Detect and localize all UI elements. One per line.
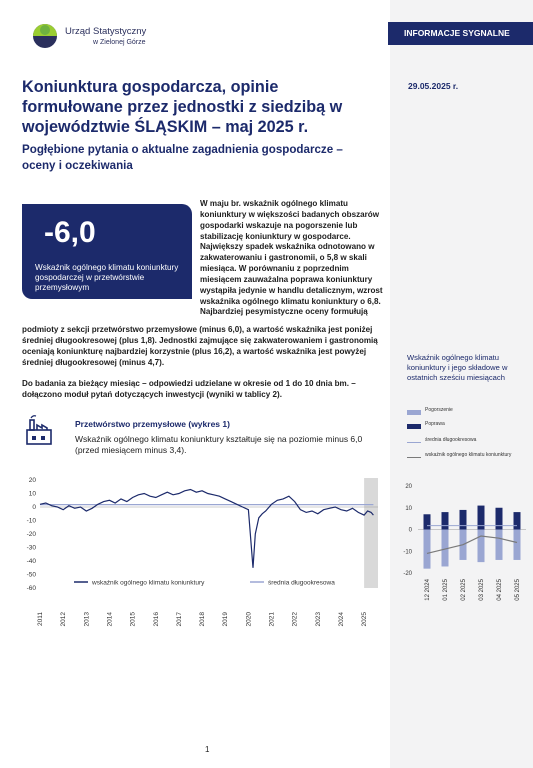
x-tick-label: 2017 (175, 612, 183, 627)
series-line-indicator (427, 536, 517, 553)
y-tick-label: -50 (26, 571, 36, 579)
logo (31, 19, 161, 55)
legend-swatch-average (407, 442, 421, 443)
bar-poprawa (442, 512, 449, 529)
y-tick-label: -40 (26, 558, 36, 565)
y-tick-label: -30 (26, 544, 36, 552)
y-tick-label: 0 (408, 527, 412, 534)
x-tick-label: 12 2024 (425, 579, 431, 601)
x-tick-label: 2023 (314, 612, 322, 627)
x-tick-label: 2013 (83, 612, 91, 627)
factory-icon (24, 412, 54, 446)
publication-date: 29.05.2025 r. (408, 81, 459, 91)
x-tick-label: 2014 (106, 612, 114, 627)
legend-label-average: średnia długookresowa (425, 437, 477, 443)
publication-type-badge: INFORMACJE SYGNALNE (388, 22, 533, 45)
legend-label-indicator: wskaźnik ogólnego klimatu koniunktury (92, 579, 205, 587)
kpi-label: Wskaźnik ogólnego klimatu koniunktury gospodarczej w przetwórstwie przemysłowym (35, 263, 179, 292)
main-line-chart (16, 470, 388, 627)
side-chart-title: Wskaźnik ogólnego klimatu koniunktury i jego składowe w ostatnich sześciu miesiącach (407, 353, 508, 382)
bar-pogorszenie (496, 530, 503, 560)
x-tick-label: 2016 (152, 612, 160, 627)
side-column (390, 0, 533, 768)
logo-title: Urząd Statystyczny (65, 26, 147, 37)
y-tick-label: -20 (403, 571, 412, 577)
kpi-box (22, 204, 192, 299)
x-tick-label: 2020 (245, 612, 253, 627)
survey-note-paragraph: Do badania za bieżący miesiąc – odpowiedzi udzielane w okresie od 1 do 10 dnia bm. – dołączono moduł pytań dotyczących inwestycji (wyniki w tablicy 2). (22, 379, 356, 399)
y-tick-label: -10 (26, 517, 36, 525)
legend-label-indicator: wskaźnik ogólnego klimatu koniunktury (425, 452, 512, 458)
x-tick-label: 01 2025 (443, 579, 449, 601)
legend-swatch-poprawa (407, 424, 421, 429)
y-tick-label: 10 (28, 490, 36, 498)
legend-swatch-pogorszenie (407, 410, 421, 415)
legend-label-poprawa: Poprawa (425, 421, 445, 427)
section-title: Przetwórstwo przemysłowe (wykres 1) (75, 419, 230, 429)
page-number: 1 (205, 745, 210, 754)
page-title: Koniunktura gospodarcza, opinie formułowane przez jednostki z siedzibą w województwie ŚLĄSKIM – maj 2025 r. (22, 78, 343, 136)
legend-label-average: średnia długookresowa (268, 579, 335, 587)
y-tick-label: 20 (28, 477, 36, 484)
y-tick-label: -10 (403, 549, 412, 556)
x-tick-label: 2012 (60, 612, 68, 627)
latest-period-highlight (364, 478, 378, 588)
y-tick-label: 20 (405, 484, 412, 490)
page-subtitle: Pogłębione pytania o aktualne zagadnienia gospodarcze – oceny i oczekiwania (22, 143, 343, 172)
kpi-value: -6,0 (44, 216, 96, 249)
side-bar-chart (396, 478, 530, 618)
x-tick-label: 2024 (337, 612, 345, 627)
legend-swatch-indicator (407, 457, 421, 458)
x-tick-label: 2015 (129, 612, 137, 627)
x-tick-label: 2025 (361, 612, 369, 627)
logo-subtitle: w Zielonej Górze (93, 39, 146, 46)
intro-paragraph-part2: podmioty z sekcji przetwórstwo przemysłowe (minus 6,0), a wartość wskaźnika jest poniżej średniej długookresowej (plus 1,8). Jednostki zajmujące się zakwaterowaniem i gastronomią oceniają koniunkturę najbardziej korzystnie (plus 16,2), a wartość wskaźnika jest powyżej średniej długookresowej (minus 4,7). (22, 325, 378, 367)
bar-poprawa (496, 508, 503, 530)
x-tick-label: 2022 (291, 612, 299, 627)
bar-poprawa (514, 512, 521, 529)
y-tick-label: 0 (32, 504, 36, 511)
x-tick-label: 2018 (199, 612, 207, 627)
intro-paragraph-part1: W maju br. wskaźnik ogólnego klimatu koniunktury w większości badanych obszarów gospodarki wskazuje na pogorszenie lub stabilizację koniunktury w gospodarce. Największy spadek wskaźnika odnotowano w zakwaterowaniu i gastronomii, o 5,8 w skali miesiąca. W porównaniu z poprzednim miesiącem zauważalna poprawa koniunktury wystąpiła jedynie w handlu detalicznym, wzrost wskaźnika ogólnego klimatu koniunktury o 6,8. Najbardziej pesymistyczne oceny formułują (200, 199, 383, 317)
bar-poprawa (460, 510, 467, 530)
y-tick-label: 10 (405, 505, 412, 512)
bar-pogorszenie (424, 530, 431, 569)
x-tick-label: 2011 (37, 612, 44, 626)
x-tick-label: 04 2025 (497, 579, 503, 601)
x-tick-label: 2019 (222, 612, 230, 627)
statistics-office-logo-icon (31, 19, 59, 51)
legend-label-pogorszenie: Pogorszenie (425, 407, 453, 413)
bar-pogorszenie (514, 530, 521, 560)
x-tick-label: 02 2025 (461, 579, 467, 601)
x-tick-label: 05 2025 (515, 579, 521, 601)
bar-pogorszenie (478, 530, 485, 563)
section-text: Wskaźnik ogólnego klimatu koniunktury kształtuje się na poziomie minus 6,0 (przed miesiącem minus 3,4). (75, 434, 363, 455)
x-tick-label: 03 2025 (479, 579, 485, 601)
y-tick-label: -20 (26, 531, 36, 538)
x-tick-label: 2021 (268, 612, 276, 627)
series-line-indicator (40, 490, 373, 568)
bar-poprawa (424, 514, 431, 529)
y-tick-label: -60 (26, 585, 36, 592)
